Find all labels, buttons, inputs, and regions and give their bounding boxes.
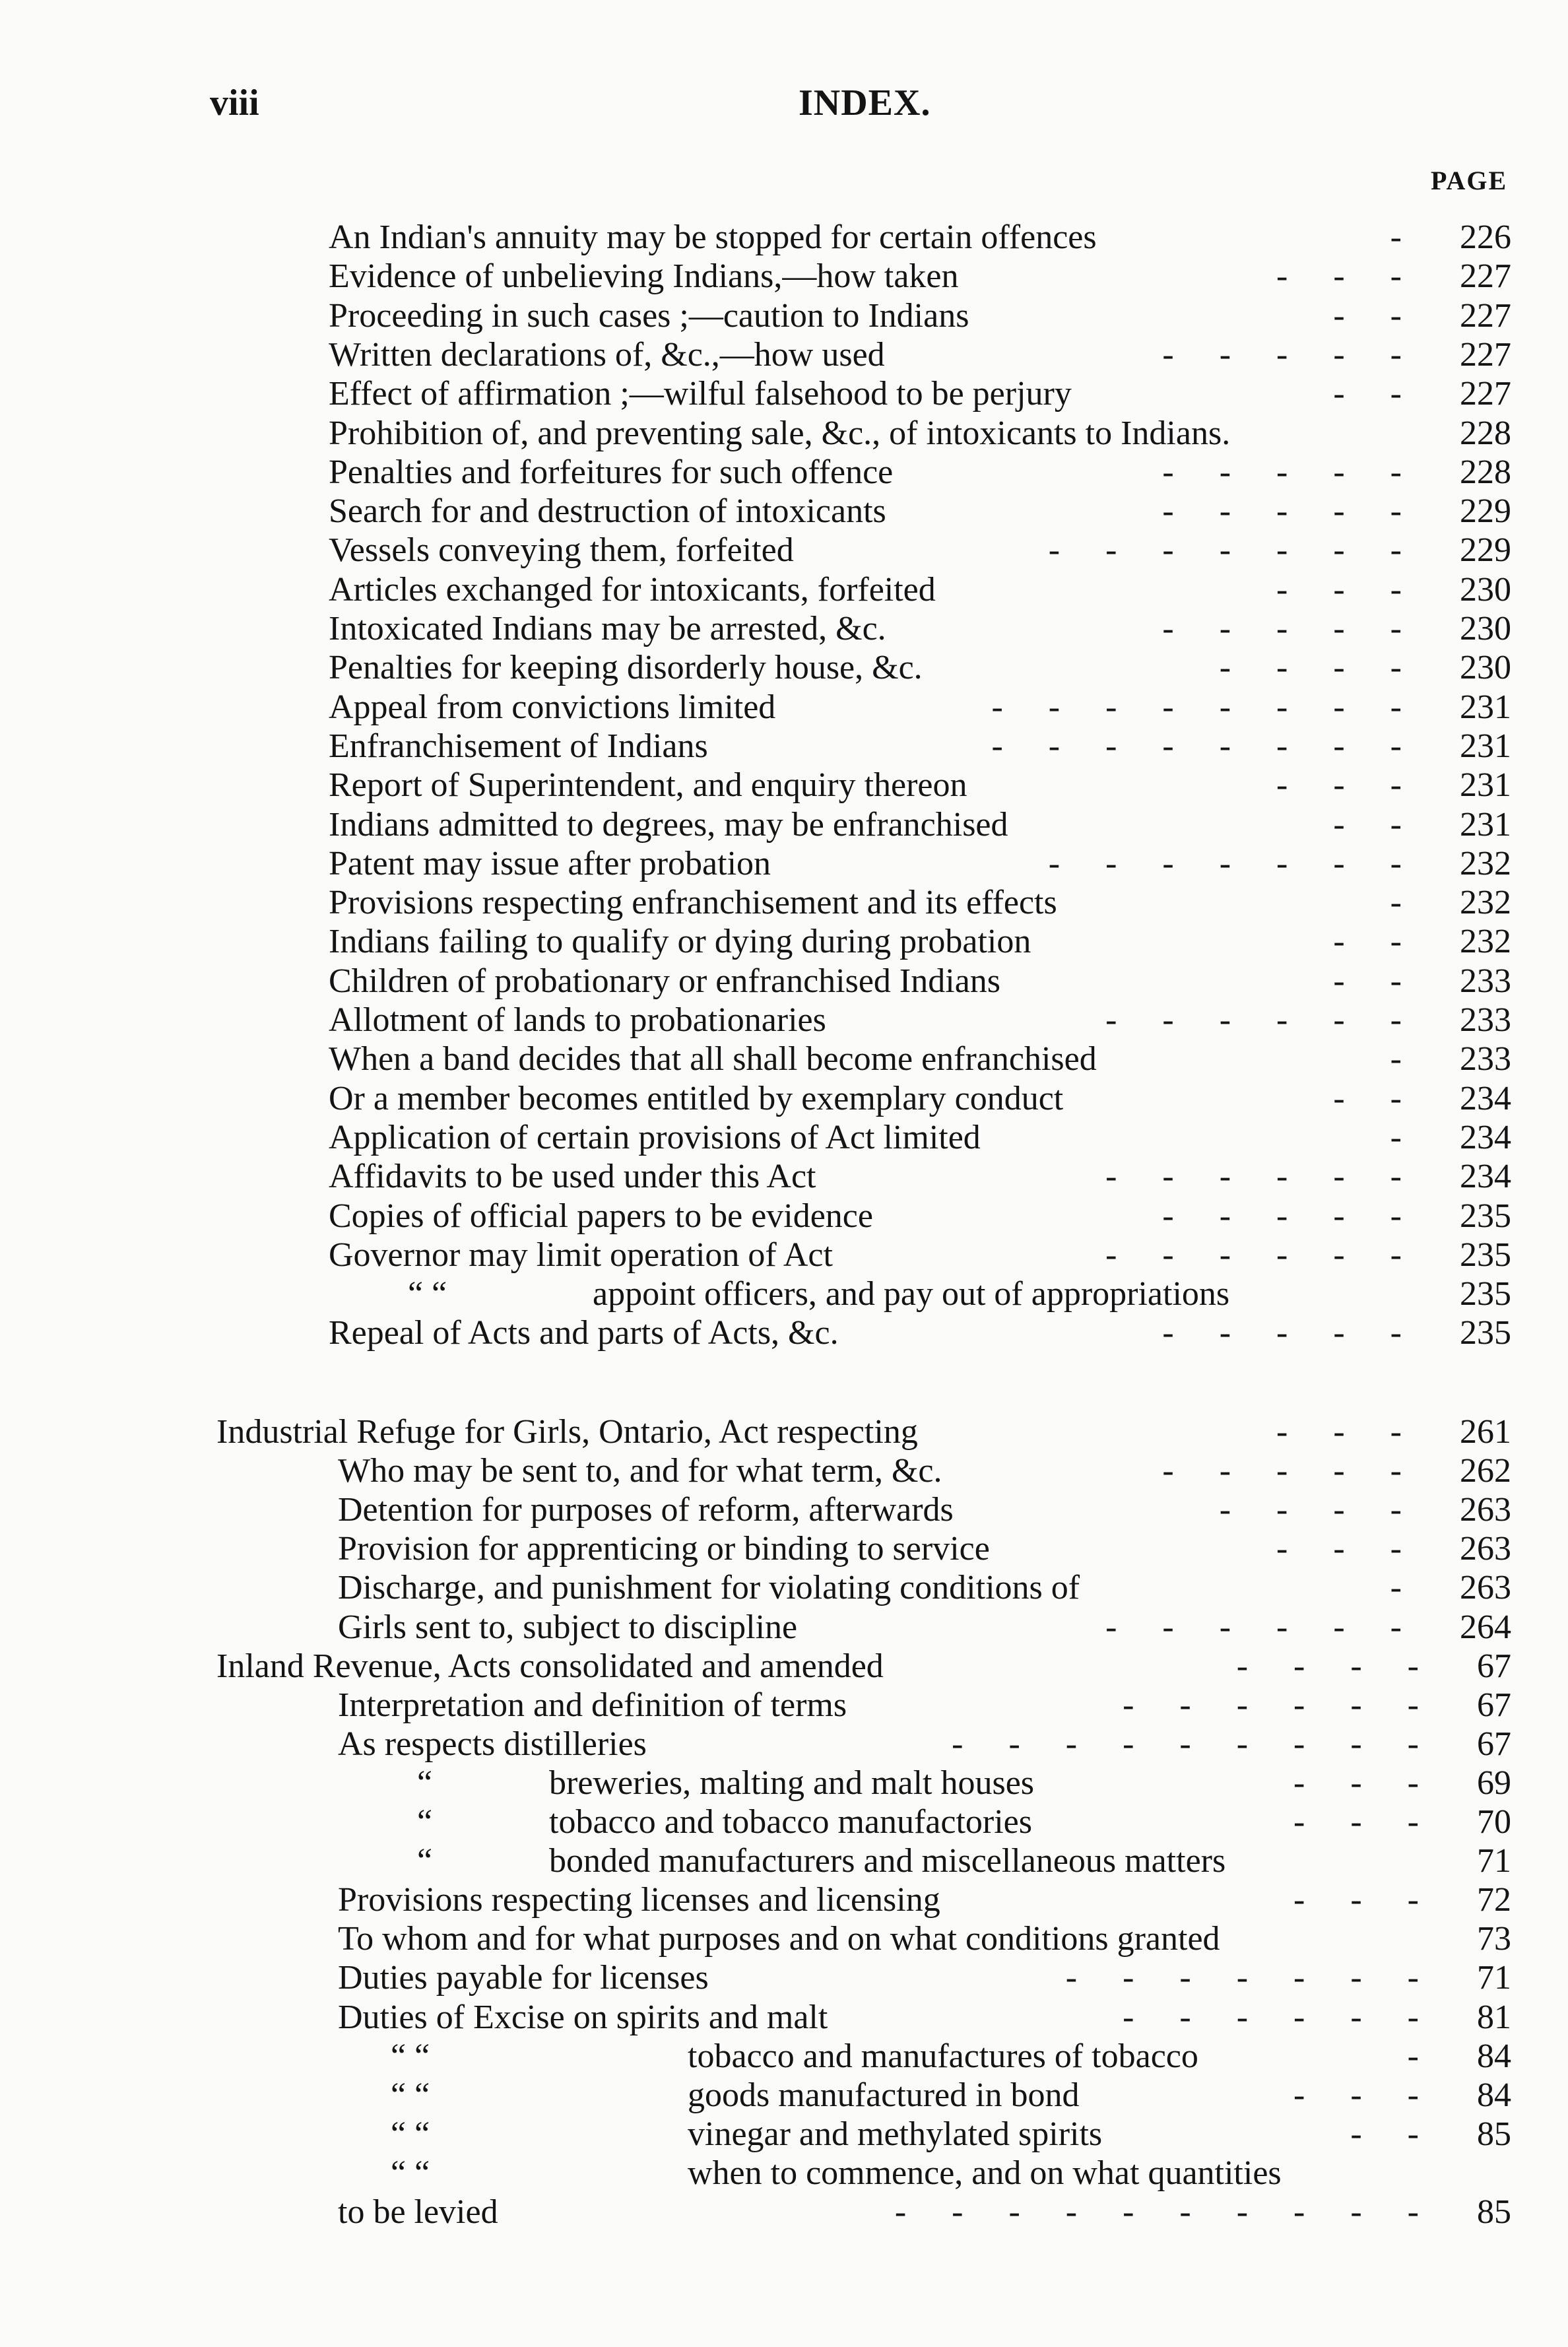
entry-text: Duties payable for licenses <box>338 1959 709 1997</box>
index-entry <box>329 648 1511 688</box>
entry-page-number: 226 <box>1460 218 1511 256</box>
leader-dots: - - - - - - <box>1105 1608 1420 1646</box>
entry-page-number: 71 <box>1477 1959 1511 1997</box>
index-entry <box>338 1686 1511 1725</box>
entry-page-number: 229 <box>1460 492 1511 531</box>
entry-page-number: 233 <box>1460 1040 1511 1078</box>
ditto-mark: “ “ <box>408 1275 447 1313</box>
entry-page-number: 84 <box>1477 2037 1511 2075</box>
entry-text: Girls sent to, subject to discipline <box>338 1608 798 1646</box>
entry-text: Children of probationary or enfranchised Indians <box>329 962 1001 1000</box>
ditto-mark: “ <box>417 1764 433 1802</box>
index-entry <box>338 1568 1511 1608</box>
index-entry <box>329 727 1511 766</box>
entry-page-number: 227 <box>1460 375 1511 413</box>
entry-text: Written declarations of, &c.,—how used <box>329 335 885 374</box>
entry-page-number: 67 <box>1477 1647 1511 1685</box>
index-entry <box>329 1274 1511 1314</box>
entry-page-number: 235 <box>1460 1314 1511 1352</box>
entry-text: Indians failing to qualify or dying during probation <box>329 923 1031 961</box>
entry-page-number: 235 <box>1460 1197 1511 1235</box>
entry-text: Indians admitted to degrees, may be enfranchised <box>329 805 1008 843</box>
index-entry <box>338 1529 1511 1569</box>
entry-text: Governor may limit operation of Act <box>329 1236 833 1274</box>
entry-page-number: 229 <box>1460 531 1511 570</box>
entry-text: Repeal of Acts and parts of Acts, &c. <box>329 1314 839 1352</box>
index-entry <box>329 531 1511 570</box>
index-entry <box>329 218 1511 257</box>
ditto-mark: “ <box>417 1803 433 1841</box>
leader-dots: - - - <box>1293 1764 1437 1802</box>
index-entry <box>216 1412 1511 1452</box>
entry-text: Provisions respecting licenses and licensing <box>338 1881 940 1919</box>
entry-text: Evidence of unbelieving Indians,—how taken <box>329 257 959 296</box>
entry-page-number: 227 <box>1460 296 1511 335</box>
leader-dots: - - - - - <box>1162 335 1420 374</box>
entry-text: Articles exchanged for intoxicants, forfeited <box>329 570 936 609</box>
entry-page-number: 227 <box>1460 257 1511 296</box>
index-entry <box>338 1998 1511 2037</box>
leader-dots: - - - - <box>1236 1647 1437 1685</box>
entry-text: Or a member becomes entitled by exemplary conduct <box>329 1079 1064 1117</box>
entry-page-number: 234 <box>1460 1079 1511 1117</box>
entry-page-number: 85 <box>1477 2115 1511 2153</box>
entry-page-number: 232 <box>1460 884 1511 922</box>
index-entry <box>329 883 1511 923</box>
index-entry <box>329 766 1511 805</box>
entry-page-number: 235 <box>1460 1236 1511 1274</box>
leader-dots: - - - - - - <box>1105 1001 1420 1039</box>
leader-dots: - <box>1390 1118 1420 1156</box>
index-entry <box>216 1647 1511 1686</box>
entry-page-number: 263 <box>1460 1530 1511 1568</box>
entry-page-number: 231 <box>1460 766 1511 805</box>
index-entry <box>329 492 1511 531</box>
index-entry <box>338 1841 1511 1881</box>
entry-page-number: 261 <box>1460 1413 1511 1451</box>
leader-dots: - - - - - - - - <box>991 688 1420 726</box>
entry-text: Vessels conveying them, forfeited <box>329 531 794 570</box>
entry-page-number: 230 <box>1460 649 1511 687</box>
leader-dots: - - - - - - <box>1123 1686 1437 1724</box>
index-entry <box>329 1157 1511 1197</box>
entry-page-number: 231 <box>1460 805 1511 843</box>
leader-dots: - - <box>1333 375 1420 413</box>
index-entry <box>338 1451 1511 1491</box>
entry-page-number: 233 <box>1460 1001 1511 1039</box>
leader-dots: - <box>1390 218 1420 256</box>
index-entry <box>329 374 1511 414</box>
index-entry <box>338 1764 1511 1803</box>
leader-dots: - <box>1407 2037 1437 2075</box>
entry-page-number: 230 <box>1460 570 1511 609</box>
entry-page-number: 263 <box>1460 1569 1511 1607</box>
leader-dots: - - <box>1333 1079 1420 1117</box>
entry-text: Copies of official papers to be evidence <box>329 1197 873 1235</box>
entry-page-number: 227 <box>1460 335 1511 374</box>
entry-text: Affidavits to be used under this Act <box>329 1158 816 1196</box>
index-entry <box>329 805 1511 845</box>
entry-text: Inland Revenue, Acts consolidated and amended <box>216 1647 884 1685</box>
index-entry <box>329 1001 1511 1040</box>
entry-text: Proceeding in such cases ;—caution to Indians <box>329 296 969 335</box>
entry-page-number: 232 <box>1460 923 1511 961</box>
entry-text: Search for and destruction of intoxicants <box>329 492 886 531</box>
index-entry <box>338 1608 1511 1647</box>
entry-page-number: 231 <box>1460 727 1511 765</box>
entry-text: Allotment of lands to probationaries <box>329 1001 826 1039</box>
entry-text: Appeal from convictions limited <box>329 688 776 726</box>
leader-dots: - - - - - <box>1162 1452 1420 1490</box>
entry-text: Duties of Excise on spirits and malt <box>338 1998 828 2036</box>
leader-dots: - - - - <box>1219 1491 1420 1529</box>
leader-dots: - - - <box>1276 1530 1420 1568</box>
index-entry <box>329 335 1511 375</box>
leader-dots: - - <box>1333 805 1420 843</box>
entry-page-number: 72 <box>1477 1881 1511 1919</box>
leader-dots: - - <box>1350 2115 1437 2153</box>
index-entry <box>329 1197 1511 1236</box>
index-entry <box>329 570 1511 610</box>
entry-text: to be levied <box>338 2193 498 2231</box>
entry-text: goods manufactured in bond <box>688 2076 1080 2114</box>
entry-page-number: 67 <box>1477 1725 1511 1763</box>
leader-dots: - - - - - - - - - <box>952 1725 1437 1763</box>
page-title: INDEX. <box>799 83 931 123</box>
entry-page-number: 233 <box>1460 962 1511 1000</box>
index-entry <box>329 844 1511 884</box>
entry-page-number: 262 <box>1460 1452 1511 1490</box>
entry-page-number: 231 <box>1460 688 1511 726</box>
leader-dots: - - - - <box>1219 649 1420 687</box>
entry-page-number: 81 <box>1477 1998 1511 2036</box>
entry-page-number: 234 <box>1460 1158 1511 1196</box>
entry-text: Industrial Refuge for Girls, Ontario, Act respecting <box>216 1413 918 1451</box>
entry-text: Detention for purposes of reform, afterwards <box>338 1491 954 1529</box>
entry-text: To whom and for what purposes and on what conditions granted <box>338 1920 1220 1958</box>
entry-page-number: 264 <box>1460 1608 1511 1646</box>
leader-dots: - - - <box>1276 1413 1420 1451</box>
entry-text: Intoxicated Indians may be arrested, &c. <box>329 610 886 647</box>
leader-dots: - <box>1390 884 1420 922</box>
leader-dots: - - - <box>1276 257 1420 296</box>
entry-text: breweries, malting and malt houses <box>549 1764 1035 1802</box>
leader-dots: - - - - - <box>1162 1314 1420 1352</box>
index-entry <box>329 414 1511 453</box>
entry-page-number: 69 <box>1477 1764 1511 1802</box>
index-entry <box>338 1880 1511 1920</box>
entry-text: Discharge, and punishment for violating conditions of <box>338 1569 1080 1607</box>
entry-text: tobacco and manufactures of tobacco <box>688 2037 1198 2075</box>
index-entry <box>338 2115 1511 2154</box>
entry-page-number: 230 <box>1460 610 1511 647</box>
entry-text: bonded manufacturers and miscellaneous matters <box>549 1842 1226 1880</box>
entry-text: Effect of affirmation ;—wilful falsehood to be perjury <box>329 375 1072 413</box>
index-entry <box>329 1313 1511 1353</box>
index-entry <box>338 2076 1511 2115</box>
index-entry <box>338 1958 1511 1998</box>
page-column-heading: PAGE <box>1431 166 1508 195</box>
index-entry <box>338 2154 1511 2193</box>
entry-page-number: 67 <box>1477 1686 1511 1724</box>
index-entry <box>329 962 1511 1001</box>
leader-dots: - <box>1390 1040 1420 1078</box>
entry-text: When a band decides that all shall become enfranchised <box>329 1040 1097 1078</box>
index-entry <box>338 2193 1511 2232</box>
entry-page-number: 84 <box>1477 2076 1511 2114</box>
leader-dots: - - <box>1333 923 1420 961</box>
leader-dots: - - - <box>1293 2076 1437 2114</box>
ditto-mark: “ “ <box>391 2076 430 2114</box>
leader-dots: - - - <box>1276 570 1420 609</box>
leader-dots: - - <box>1333 962 1420 1000</box>
entry-text: Prohibition of, and preventing sale, &c., of intoxicants to Indians. <box>329 414 1231 452</box>
index-entry <box>338 1490 1511 1530</box>
folio-number: viii <box>210 83 259 123</box>
entry-page-number: 232 <box>1460 844 1511 882</box>
entry-text: Application of certain provisions of Act limited <box>329 1118 981 1156</box>
index-entry <box>329 453 1511 492</box>
index-entry <box>329 1079 1511 1119</box>
index-entry <box>329 296 1511 336</box>
entry-text: Who may be sent to, and for what term, &c. <box>338 1452 942 1490</box>
index-entry <box>329 257 1511 296</box>
entry-page-number: 228 <box>1460 453 1511 491</box>
leader-dots: - - - - - - <box>1105 1236 1420 1274</box>
entry-page-number: 85 <box>1477 2193 1511 2231</box>
entry-text: when to commence, and on what quantities <box>688 2154 1282 2192</box>
entry-text: vinegar and methylated spirits <box>688 2115 1103 2153</box>
entry-text: An Indian's annuity may be stopped for certain offences <box>329 218 1097 256</box>
entry-text: Report of Superintendent, and enquiry thereon <box>329 766 967 805</box>
ditto-mark: “ “ <box>391 2037 430 2075</box>
index-entry <box>338 1802 1511 1842</box>
leader-dots: - - - - - <box>1162 610 1420 647</box>
ditto-mark: “ <box>417 1842 433 1880</box>
index-entry <box>329 688 1511 727</box>
leader-dots: - - - <box>1293 1881 1437 1919</box>
leader-dots: - - - - - - <box>1105 1158 1420 1196</box>
index-entry <box>338 1725 1511 1764</box>
leader-dots: - - - - - - - <box>1048 531 1420 570</box>
entry-text: Provisions respecting enfranchisement and its effects <box>329 884 1057 922</box>
ditto-mark: “ “ <box>391 2115 430 2153</box>
leader-dots: - - - <box>1293 1803 1437 1841</box>
index-entry <box>338 2037 1511 2076</box>
entry-page-number: 71 <box>1477 1842 1511 1880</box>
leader-dots: - - - <box>1276 766 1420 805</box>
leader-dots: - - - - - - - - - - <box>894 2193 1437 2231</box>
index-entry <box>338 1919 1511 1959</box>
index-entry <box>329 1118 1511 1158</box>
ditto-mark: “ “ <box>391 2154 430 2192</box>
leader-dots: - - - - - <box>1162 453 1420 491</box>
entry-page-number: 235 <box>1460 1275 1511 1313</box>
entry-text: Patent may issue after probation <box>329 844 771 882</box>
index-entry <box>329 1236 1511 1275</box>
index-entry <box>329 1040 1511 1079</box>
entry-text: As respects distilleries <box>338 1725 647 1763</box>
entry-text: Penalties and forfeitures for such offence <box>329 453 894 491</box>
leader-dots: - - <box>1333 296 1420 335</box>
entry-page-number: 228 <box>1460 414 1511 452</box>
leader-dots: - - - - - - <box>1123 1998 1437 2036</box>
entry-text: Enfranchisement of Indians <box>329 727 708 765</box>
entry-page-number: 73 <box>1477 1920 1511 1958</box>
leader-dots: - - - - - <box>1162 492 1420 531</box>
leader-dots: - - - - - <box>1162 1197 1420 1235</box>
entry-text: Penalties for keeping disorderly house, &c. <box>329 649 923 687</box>
entry-text: Interpretation and definition of terms <box>338 1686 847 1724</box>
index-entry <box>329 922 1511 962</box>
leader-dots: - - - - - - - - <box>991 727 1420 765</box>
entry-page-number: 234 <box>1460 1118 1511 1156</box>
leader-dots: - <box>1390 1569 1420 1607</box>
entry-page-number: 70 <box>1477 1803 1511 1841</box>
entry-text: Provision for apprenticing or binding to service <box>338 1530 990 1568</box>
entry-text: tobacco and tobacco manufactories <box>549 1803 1032 1841</box>
entry-page-number: 263 <box>1460 1491 1511 1529</box>
leader-dots: - - - - - - - <box>1048 844 1420 882</box>
entry-text: appoint officers, and pay out of appropriations <box>593 1275 1230 1313</box>
index-entry <box>329 609 1511 649</box>
leader-dots: - - - - - - - <box>1065 1959 1437 1997</box>
